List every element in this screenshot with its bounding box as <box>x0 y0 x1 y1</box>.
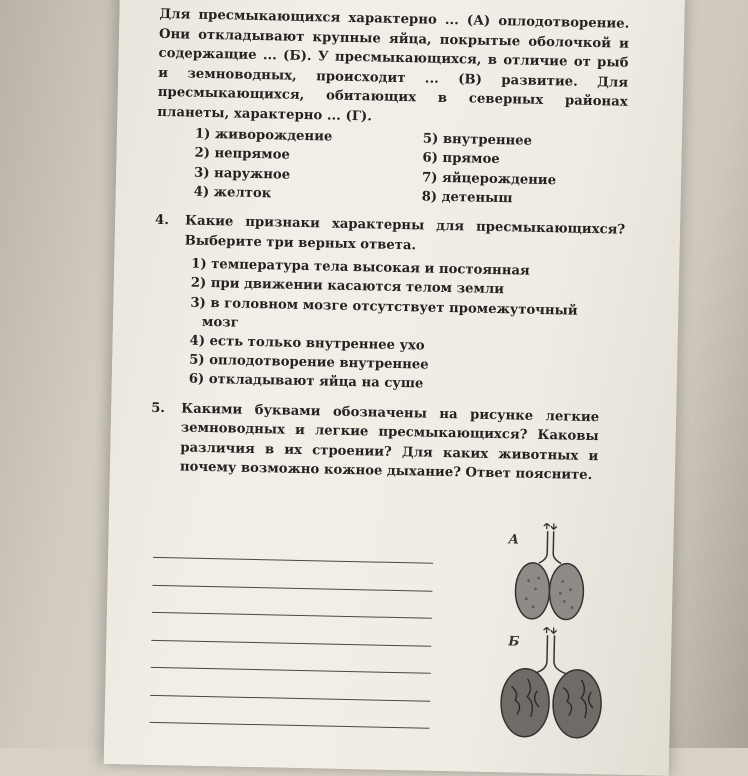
question-4-number: 4. <box>154 213 170 229</box>
figure-label-a: А <box>508 532 520 548</box>
q3-option: 5) внутреннее <box>422 131 533 149</box>
q3-option: 8) детеныш <box>421 189 513 207</box>
answer-line <box>151 667 431 674</box>
q3-option: 7) яйцерождение <box>421 170 557 188</box>
answer-line <box>152 584 432 591</box>
answer-item: 1) температура тела высокая и постоянная <box>191 256 530 279</box>
answer-line <box>152 612 432 619</box>
lungs-a-illustration <box>502 522 604 634</box>
answer-item: 6) откладывают яйца на суше <box>188 372 424 392</box>
q3-option: 6) прямое <box>422 150 500 168</box>
answer-item-continuation: мозг <box>201 314 239 331</box>
worksheet-content <box>150 5 630 486</box>
question-5-number: 5. <box>151 400 166 416</box>
lungs-b-illustration <box>496 626 608 748</box>
q3-option: 3) наружное <box>193 165 291 183</box>
q3-option: 1) живорождение <box>194 126 333 145</box>
q3-option: 2) непрямое <box>194 145 290 163</box>
figure-label-b: Б <box>508 634 520 650</box>
answer-line <box>151 639 431 646</box>
q3-paragraph: Для пресмыкающихся характерно ... (А) оплодотворение. Они откладывают крупные яйца, покрытые оболочкой и содержащие ... (Б). У пресмыкающихся, в отличие от рыб и земноводных, происходит ... (В) развитие. Для пресмыкающихся, обитающих в северных районах планеты, характерно ... (Г). <box>157 6 630 124</box>
question-4-answers <box>189 255 625 398</box>
question-5 <box>150 398 622 486</box>
answer-item: 4) есть только внутреннее ухо <box>189 333 425 354</box>
answer-line <box>150 694 430 701</box>
question-5-text: Какими буквами обозначены на рисунке легкие земноводных и легкие пресмыкающихся? Каковы различия в их строении? Для каких животных и почему возможно кожное дыхание? Ответ поясните. <box>179 401 600 484</box>
q3-options <box>194 125 628 211</box>
worksheet-page <box>104 0 685 776</box>
answer-line <box>150 722 430 729</box>
question-4-text: Какие признаки характерны для пресмыкающихся? Выберите три верных ответа. <box>184 213 626 254</box>
answer-line <box>153 557 433 564</box>
answer-item: 5) оплодотворение внутреннее <box>189 352 429 373</box>
question-4 <box>152 211 626 398</box>
answer-item: 3) в головном мозге отсутствует промежуточный <box>190 295 578 319</box>
answer-lines <box>149 557 433 755</box>
answer-item: 2) при движении касаются телом земли <box>190 276 505 298</box>
q3-option: 4) желток <box>193 184 272 202</box>
